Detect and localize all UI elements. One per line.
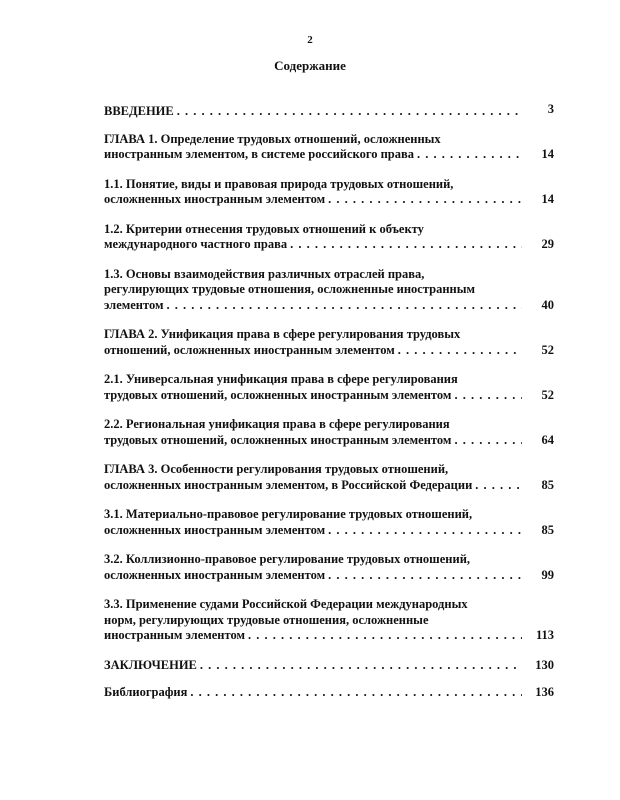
- toc-page-number: 29: [541, 237, 554, 251]
- toc-page-number: 3: [547, 102, 554, 116]
- toc-page-number: 64: [541, 432, 554, 447]
- toc-entry: [104, 658, 554, 674]
- toc-entry: [104, 552, 554, 583]
- toc-entry: [104, 685, 554, 701]
- toc-entry-line: ГЛАВА 1. Определение трудовых отношений, осложненных: [104, 131, 441, 146]
- dot-leader: [290, 237, 522, 253]
- dot-leader: [167, 298, 522, 314]
- dot-leader: [177, 104, 522, 120]
- toc-entry-line: 3.1. Материально-правовое регулирование трудовых отношений,: [104, 507, 473, 521]
- toc-entry: [104, 597, 554, 644]
- toc-entry-line: 3.2. Коллизионно-правовое регулирование трудовых отношений,: [104, 552, 471, 566]
- dot-leader: [475, 478, 522, 494]
- toc-page-number: 14: [541, 192, 554, 206]
- toc-page-number: 136: [535, 685, 554, 699]
- toc-entry-line: 1.1. Понятие, виды и правовая природа трудовых отношений,: [104, 176, 454, 191]
- toc-entry-line: ГЛАВА 3. Особенности регулирования трудовых отношений,: [104, 462, 449, 476]
- toc-entry-line: международного частного права: [104, 237, 288, 251]
- page-title: Содержание: [274, 58, 346, 73]
- toc-entry-line: 1.3. Основы взаимодействия различных отраслей права,: [104, 266, 425, 281]
- toc-entry-line: отношений, осложненных иностранным элементом: [104, 342, 395, 357]
- toc-entry-line: ВВЕДЕНИЕ: [104, 104, 174, 118]
- toc-page-number: 85: [541, 522, 554, 537]
- dot-leader: [248, 628, 522, 644]
- toc-entry-line: элементом: [104, 297, 164, 312]
- toc-entry-line: 2.2. Региональная унификация права в сфере регулирования: [104, 417, 450, 431]
- toc-entry: [104, 132, 554, 163]
- dot-leader: [328, 523, 522, 539]
- toc-entry: [104, 372, 554, 403]
- toc-entry-line: осложненных иностранным элементом: [104, 192, 326, 206]
- dot-leader: [328, 192, 522, 208]
- dot-leader: [200, 658, 522, 674]
- dot-leader: [417, 147, 522, 163]
- toc-page-number: 52: [541, 387, 554, 402]
- dot-leader: [190, 685, 522, 701]
- toc-entry-line: Библиография: [104, 685, 188, 699]
- toc-entry-line: осложненных иностранным элементом: [104, 522, 326, 537]
- dot-leader: [454, 433, 522, 449]
- toc-entry: [104, 267, 554, 314]
- toc-entry: [104, 222, 554, 253]
- toc-entry: [104, 417, 554, 448]
- toc-entry-line: ЗАКЛЮЧЕНИЕ: [104, 657, 197, 672]
- dot-leader: [454, 388, 522, 404]
- toc-entry-line: ГЛАВА 2. Унификация права в сфере регулирования трудовых: [104, 327, 461, 341]
- toc-entry-line: 2.1. Универсальная унификация права в сфере регулирования: [104, 372, 458, 386]
- toc-entry-line: регулирующих трудовые отношения, осложненные иностранным: [104, 282, 476, 296]
- toc-page-number: 52: [541, 342, 554, 357]
- toc-entry-line: осложненных иностранным элементом: [104, 567, 326, 582]
- toc-page-number: 14: [541, 147, 554, 161]
- toc-page-number: 130: [535, 657, 554, 672]
- toc-entry-line: иностранным элементом: [104, 628, 246, 642]
- dot-leader: [328, 568, 522, 584]
- toc-entry-line: 3.3. Применение судами Российской Федерации международных: [104, 597, 468, 611]
- toc-entry-line: осложненных иностранным элементом, в Российской Федерации: [104, 477, 473, 492]
- toc-entry-line: иностранным элементом, в системе российского права: [104, 147, 414, 161]
- toc-page-number: 85: [541, 477, 554, 492]
- toc-page-number: 113: [535, 628, 554, 642]
- toc-page-number: 99: [541, 567, 554, 582]
- toc-entry: [104, 507, 554, 538]
- toc-entry-line: 1.2. Критерии отнесения трудовых отношений к объекту: [104, 221, 424, 236]
- toc-entry: [104, 327, 554, 358]
- toc-entry-line: трудовых отношений, осложненных иностранным элементом: [104, 387, 452, 402]
- toc-entry: [104, 104, 554, 120]
- toc-entry-line: трудовых отношений, осложненных иностранным элементом: [104, 432, 452, 447]
- toc-entry: [104, 462, 554, 493]
- dot-leader: [398, 343, 522, 359]
- toc-page-number: 40: [541, 297, 554, 312]
- table-of-contents: [104, 104, 554, 713]
- page-number: 2: [307, 34, 313, 46]
- toc-entry: [104, 177, 554, 208]
- toc-entry-line: норм, регулирующих трудовые отношения, осложненные: [104, 612, 429, 627]
